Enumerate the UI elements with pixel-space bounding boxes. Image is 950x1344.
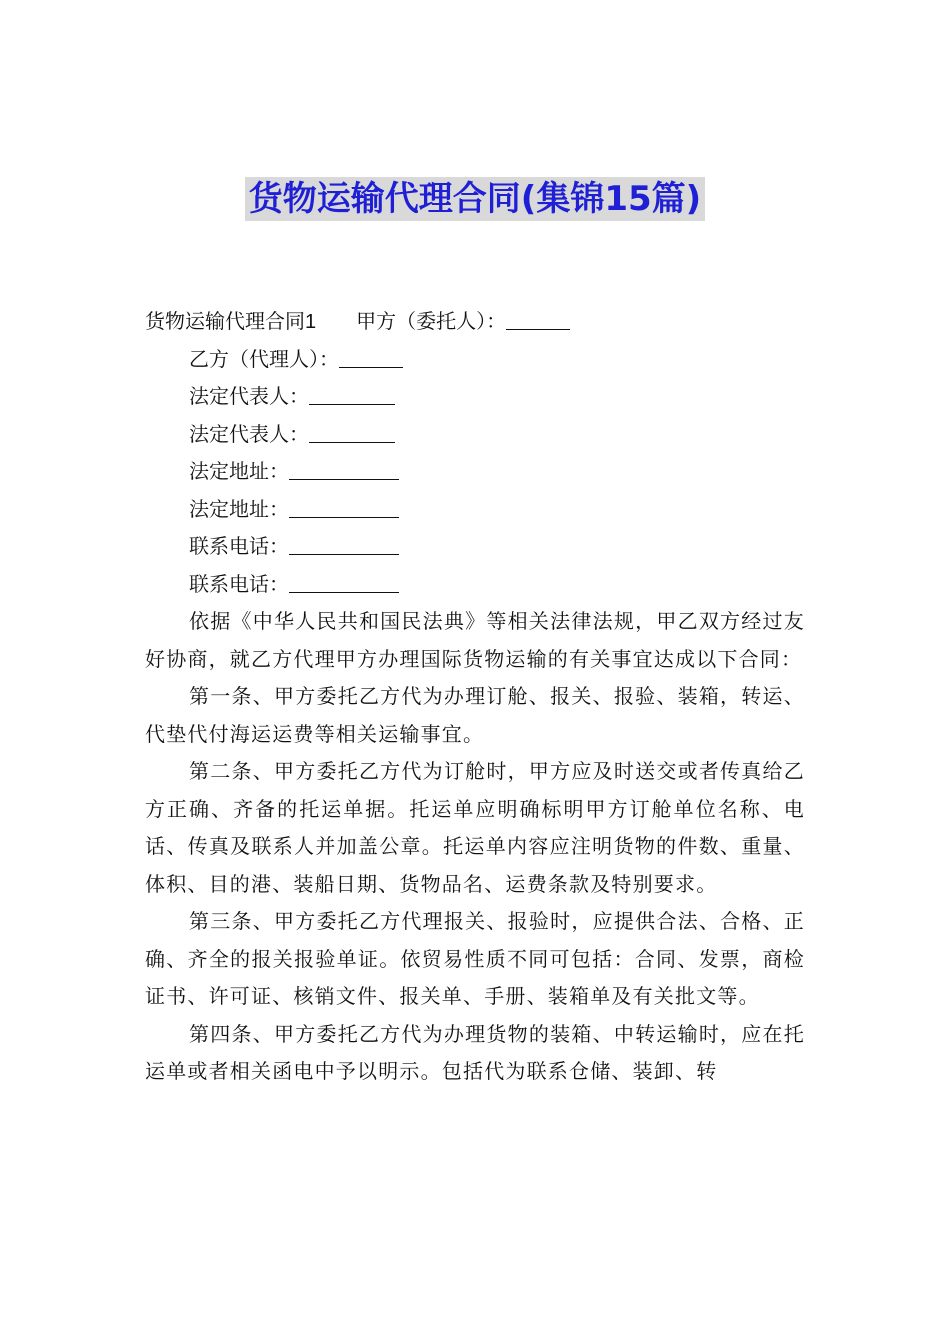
- contract-body: [145, 303, 805, 1091]
- party-a-blank: [506, 307, 570, 330]
- legal-address-label: 法定地址：: [189, 459, 289, 483]
- legal-rep-line-1: [145, 378, 805, 416]
- party-b-blank: [339, 345, 403, 368]
- title-container: [0, 177, 950, 221]
- contract-heading-line: [145, 303, 805, 341]
- legal-rep-blank: [309, 420, 395, 443]
- party-a-label: 甲方（委托人）：: [356, 309, 507, 333]
- phone-line-2: [145, 566, 805, 604]
- paragraph-preamble: 依据《中华人民共和国民法典》等相关法律法规，甲乙双方经过友好协商，就乙方代理甲方办理国际货物运输的有关事宜达成以下合同：: [145, 609, 805, 671]
- legal-rep-blank: [309, 382, 395, 405]
- legal-address-blank: [289, 495, 399, 518]
- legal-address-line-2: [145, 491, 805, 529]
- phone-blank: [289, 570, 399, 593]
- paragraph-article-4: 第四条、甲方委托乙方代为办理货物的装箱、中转运输时，应在托运单或者相关函电中予以明示。包括代为联系仓储、装卸、转: [145, 1021, 805, 1083]
- legal-rep-line-2: [145, 416, 805, 454]
- phone-label: 联系电话：: [189, 571, 289, 596]
- legal-address-line-1: [145, 453, 805, 491]
- contract-heading: 货物运输代理合同1: [145, 311, 317, 333]
- party-b-line: [145, 341, 805, 379]
- paragraph-article-2: 第二条、甲方委托乙方代为订舱时，甲方应及时送交或者传真给乙方正确、齐备的托运单据。托运单应明确标明甲方订舱单位名称、电话、传真及联系人并加盖公章。托运单内容应注明货物的件数、重量、体积、目的港、装船日期、货物品名、运费条款及特别要求。: [145, 759, 805, 896]
- legal-rep-label: 法定代表人：: [189, 384, 309, 408]
- legal-address-label: 法定地址：: [189, 496, 289, 521]
- paragraph-article-3: 第三条、甲方委托乙方代理报关、报验时，应提供合法、合格、正确、齐全的报关报验单证。依贸易性质不同可包括：合同、发票，商检证书、许可证、核销文件、报关单、手册、装箱单及有关批文等。: [145, 909, 805, 1008]
- phone-label: 联系电话：: [189, 534, 289, 558]
- phone-line-1: [145, 528, 805, 566]
- party-b-label: 乙方（代理人）：: [189, 346, 339, 371]
- document-title: 货物运输代理合同(集锦15篇): [245, 177, 705, 221]
- phone-blank: [289, 532, 399, 555]
- legal-rep-label: 法定代表人：: [189, 421, 309, 446]
- legal-address-blank: [289, 457, 399, 480]
- paragraph-article-1: 第一条、甲方委托乙方代为办理订舱、报关、报验、装箱，转运、代垫代付海运运费等相关运输事宜。: [145, 684, 805, 746]
